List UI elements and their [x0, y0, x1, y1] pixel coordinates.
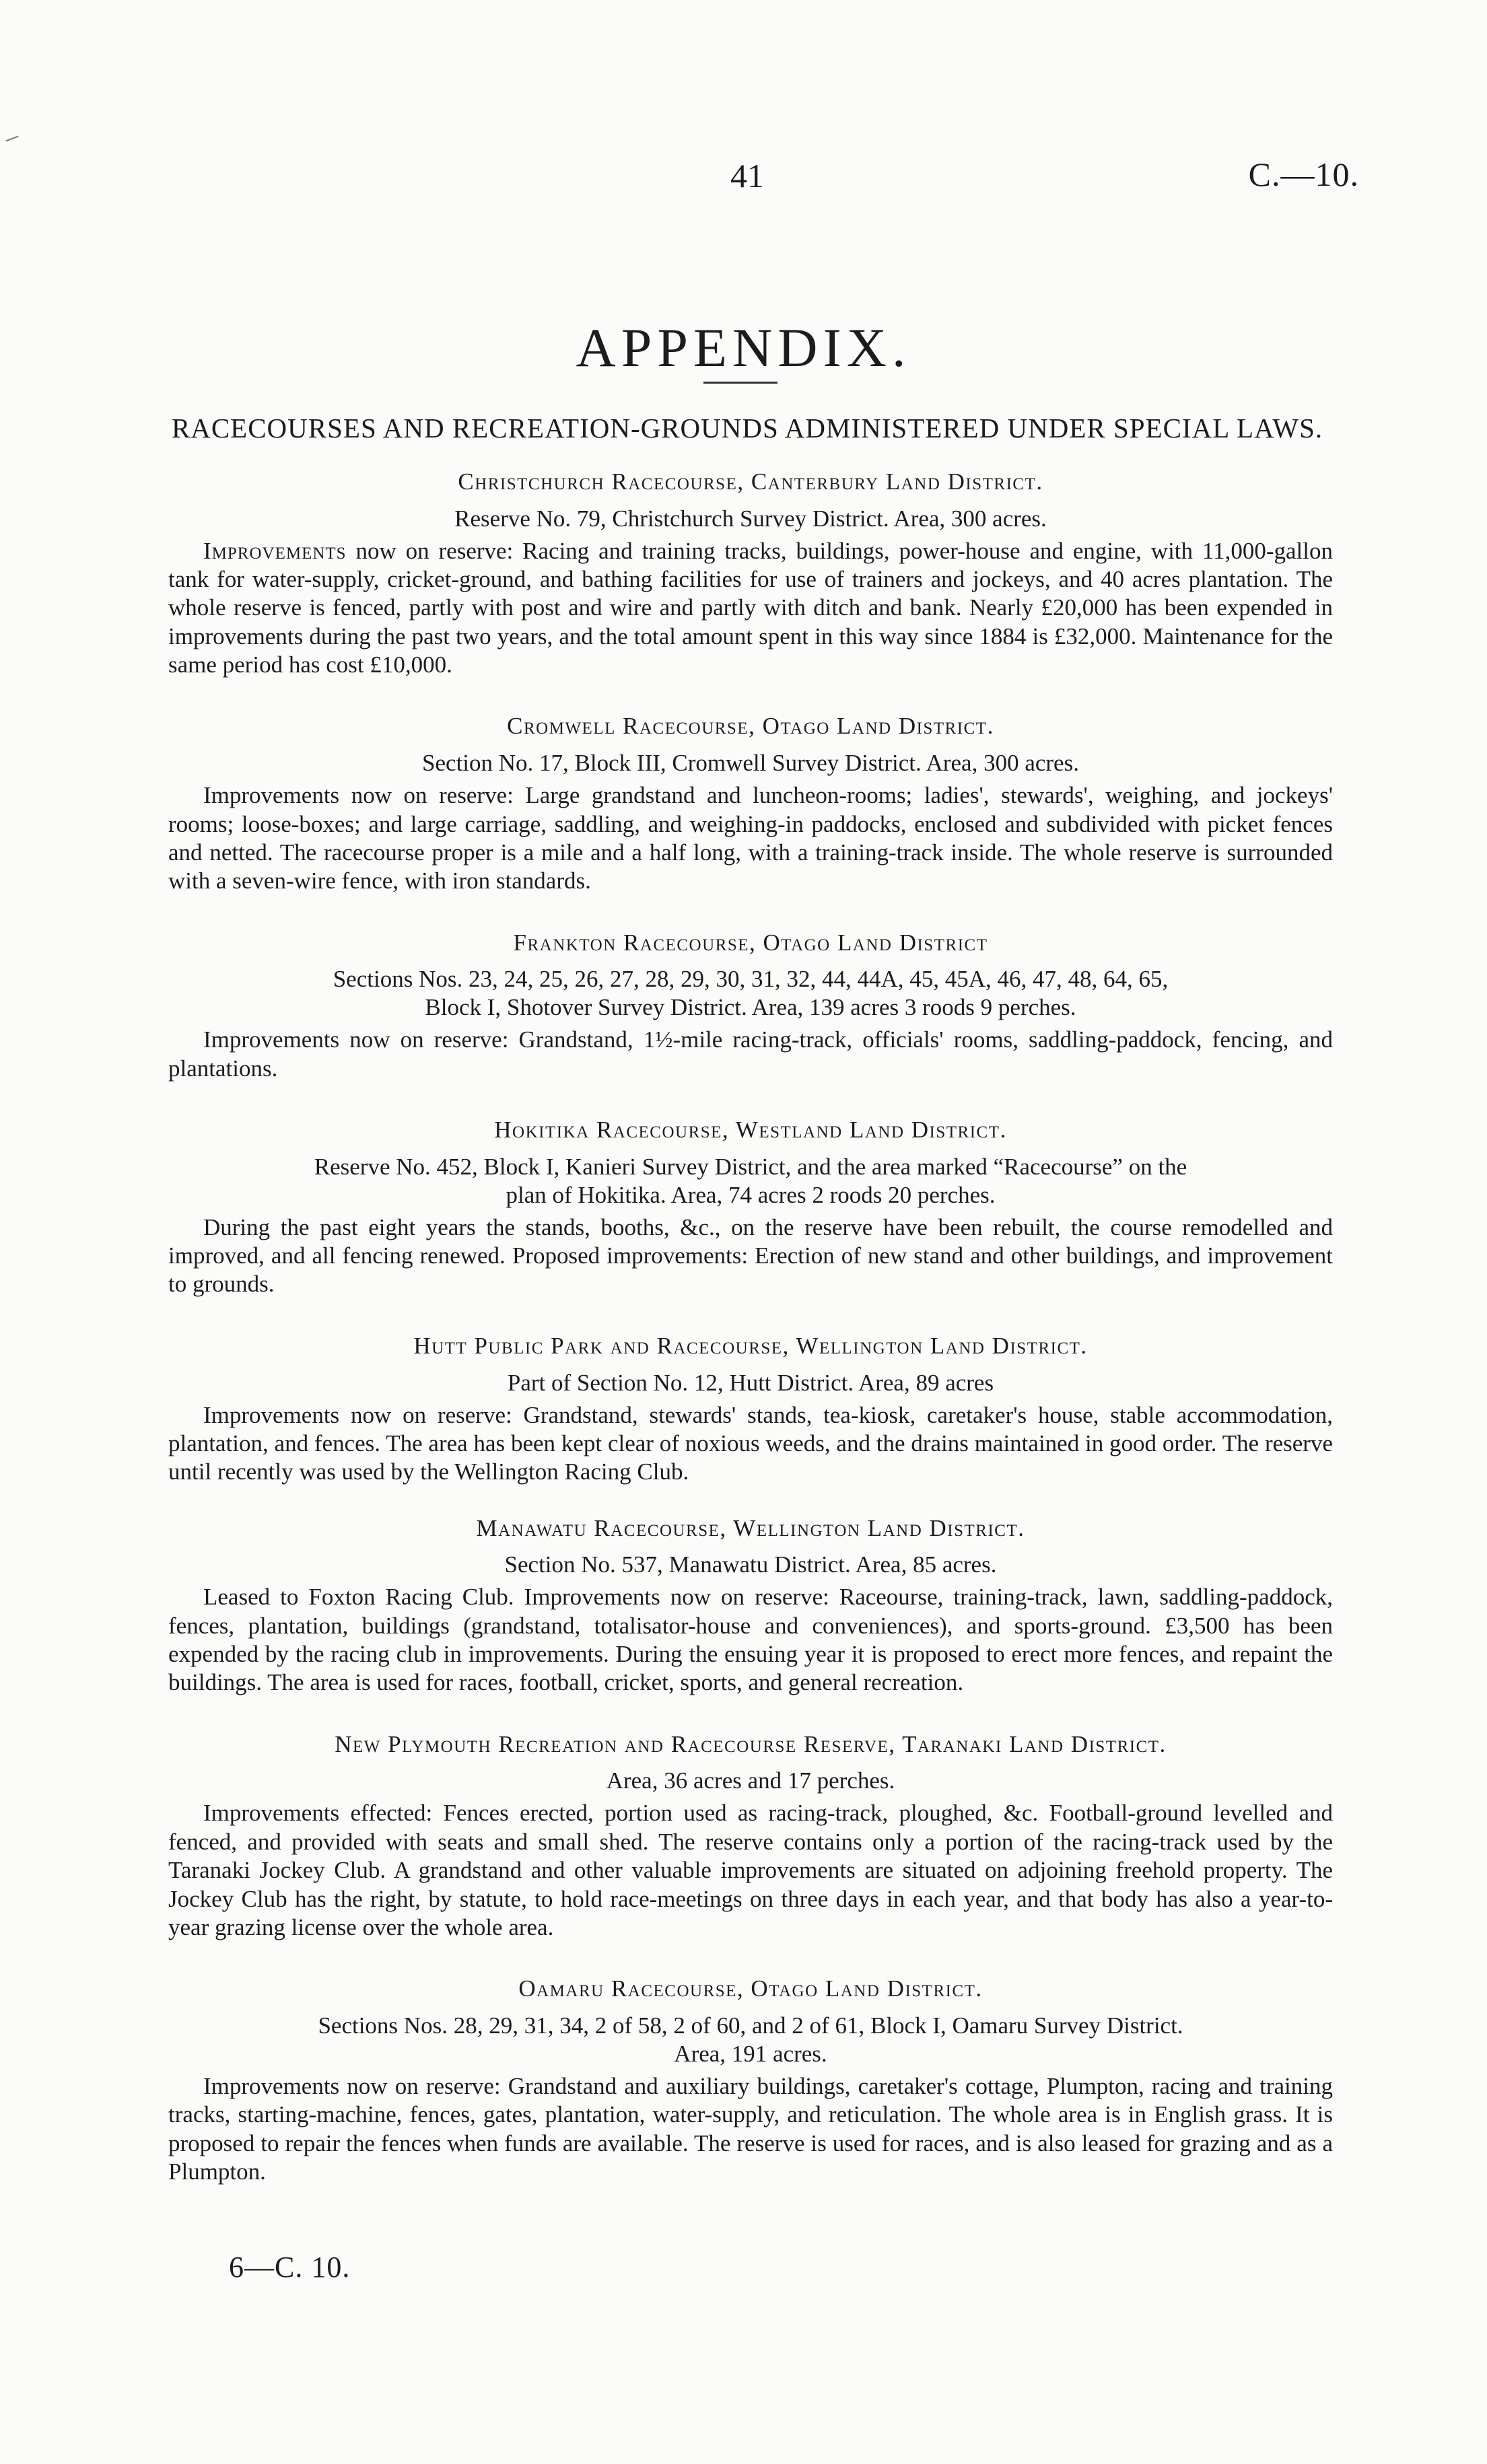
section-cromwell — [168, 711, 1333, 895]
paragraph-text: Improvements now on reserve: Grandstand and auxiliary buildings, caretaker's cottage, Plumpton, racing and training tracks, starting-machine, fences, gates, plantation, water-supply, and reticulation. The whole area is in English grass. It is proposed to repair the fences when funds are available. The reserve is used for races, and is also leased for grazing and as a Plumpton. — [168, 2072, 1333, 2185]
content — [168, 458, 1333, 2186]
document-reference: C.—10. — [1248, 155, 1359, 193]
section-location: Reserve No. 79, Christchurch Survey District. Area, 300 acres. — [454, 505, 1047, 532]
margin-mark — [5, 136, 18, 142]
main-heading: RACECOURSES AND RECREATION-GROUNDS ADMINISTERED UNDER SPECIAL LAWS. — [171, 413, 1323, 444]
section-new-plymouth — [168, 1730, 1333, 1942]
section-paragraph — [168, 1583, 1333, 1697]
section-location-2: plan of Hokitika. Area, 74 acres 2 roods 20 perches. — [506, 1181, 996, 1208]
section-heading: Hokitika Racecourse, Westland Land District. — [494, 1117, 1007, 1143]
paragraph-text: Improvements now on reserve: Large grandstand and luncheon-rooms; ladies', stewards', weighing, and jockeys' rooms; loose-boxes; and large carriage, saddling, and weighing-in paddocks, enclosed and subdivided with picket fences and netted. The racecourse proper is a mile and a half long, with a training-track inside. The whole reserve is surrounded with a seven-wire fence, with iron standards. — [168, 782, 1333, 894]
section-heading: Christchurch Racecourse, Canterbury Land District. — [458, 468, 1043, 495]
section-location: Section No. 17, Block III, Cromwell Survey District. Area, 300 acres. — [422, 750, 1079, 777]
section-location-2: Area, 191 acres. — [674, 2040, 827, 2067]
section-paragraph — [168, 537, 1333, 680]
paragraph-text: now on reserve: Racing and training tracks, buildings, power-house and engine, with 11,000-gallon tank for water-supply, cricket-ground, and bathing facilities for use of trainers and jockeys, and 40 acres plantation. The whole reserve is fenced, partly with post and wire and partly with ditch and bank. Nearly £20,000 has been expended in improvements during the past two years, and the total amount spent in this way since 1884 is £32,000. Maintenance for the same period has cost £10,000. — [168, 537, 1333, 678]
section-paragraph — [168, 781, 1333, 895]
paragraph-text: Leased to Foxton Racing Club. Improvements now on reserve: Raceourse, training-track, lawn, saddling-paddock, fences, plantation, buildings (grandstand, totalisator-house and conveniences), and sports-ground. £3,500 has been expended by the racing club in improvements. During the ensuing year it is proposed to erect more fences, and repaint the buildings. The area is used for races, football, cricket, sports, and general recreation. — [168, 1584, 1333, 1696]
section-paragraph — [168, 1026, 1333, 1083]
section-paragraph — [168, 1401, 1333, 1487]
section-heading: New Plymouth Recreation and Racecourse Reserve, Taranaki Land District. — [335, 1730, 1167, 1757]
section-heading: Cromwell Racecourse, Otago Land District. — [507, 713, 994, 740]
section-heading: Manawatu Racecourse, Wellington Land District. — [476, 1514, 1025, 1541]
section-hutt — [168, 1331, 1333, 1487]
page-title: APPENDIX. — [576, 317, 911, 378]
paragraph-lead: Improvements — [203, 537, 347, 564]
paragraph-text: Improvements now on reserve: Grandstand, stewards' stands, tea-kiosk, caretaker's house, stable accommodation, plantation, and fences. The area has been kept clear of noxious weeds, and the drains maintained in good order. The reserve until recently was used by the Wellington Racing Club. — [168, 1401, 1333, 1485]
section-location: Part of Section No. 12, Hutt District. Area, 89 acres — [507, 1369, 994, 1396]
footer-signature: 6—C. 10. — [229, 2251, 351, 2284]
section-frankton — [168, 928, 1333, 1083]
section-location: Section No. 537, Manawatu District. Area, 85 acres. — [504, 1551, 997, 1578]
section-heading: Frankton Racecourse, Otago Land District — [513, 929, 988, 956]
title-rule — [703, 382, 777, 384]
page-number: 41 — [730, 157, 764, 195]
paragraph-text: Improvements now on reserve: Grandstand, 1½-mile racing-track, officials' rooms, saddling-paddock, fencing, and plantations. — [168, 1026, 1333, 1082]
paragraph-text: During the past eight years the stands, booths, &c., on the reserve have been rebuilt, the course remodelled and improved, and all fencing renewed. Proposed improvements: Erection of new stand and other buildings, and improvement to grounds. — [168, 1213, 1333, 1298]
section-heading: Oamaru Racecourse, Otago Land District. — [518, 1975, 983, 2002]
section-heading: Hutt Public Park and Racecourse, Wellington Land District. — [413, 1332, 1088, 1359]
section-manawatu — [168, 1514, 1333, 1697]
section-location: Area, 36 acres and 17 perches. — [606, 1767, 895, 1794]
section-location: Sections Nos. 23, 24, 25, 26, 27, 28, 29, 30, 31, 32, 44, 44A, 45, 45A, 46, 47, 48, 64, 65, — [333, 966, 1169, 993]
section-location: Reserve No. 452, Block I, Kanieri Survey District, and the area marked “Racecourse” on the — [314, 1153, 1187, 1180]
section-location-2: Block I, Shotover Survey District. Area, 139 acres 3 roods 9 perches. — [425, 994, 1076, 1021]
section-paragraph — [168, 2072, 1333, 2186]
section-oamaru — [168, 1974, 1333, 2186]
section-hokitika — [168, 1115, 1333, 1299]
section-location: Sections Nos. 28, 29, 31, 34, 2 of 58, 2 of 60, and 2 of 61, Block I, Oamaru Survey District. — [318, 2012, 1183, 2039]
section-paragraph — [168, 1799, 1333, 1942]
section-christchurch — [168, 467, 1333, 679]
paragraph-text: Improvements effected: Fences erected, portion used as racing-track, ploughed, &c. Football-ground levelled and fenced, and provided with seats and small shed. The reserve contains only a portion of the racing-track used by the Taranaki Jockey Club. A grandstand and other valuable improvements are situated on adjoining freehold property. The Jockey Club has the right, by statute, to hold race-meetings on three days in each year, and that body has also a year-to-year grazing license over the whole area. — [168, 1800, 1333, 1940]
section-paragraph — [168, 1213, 1333, 1299]
